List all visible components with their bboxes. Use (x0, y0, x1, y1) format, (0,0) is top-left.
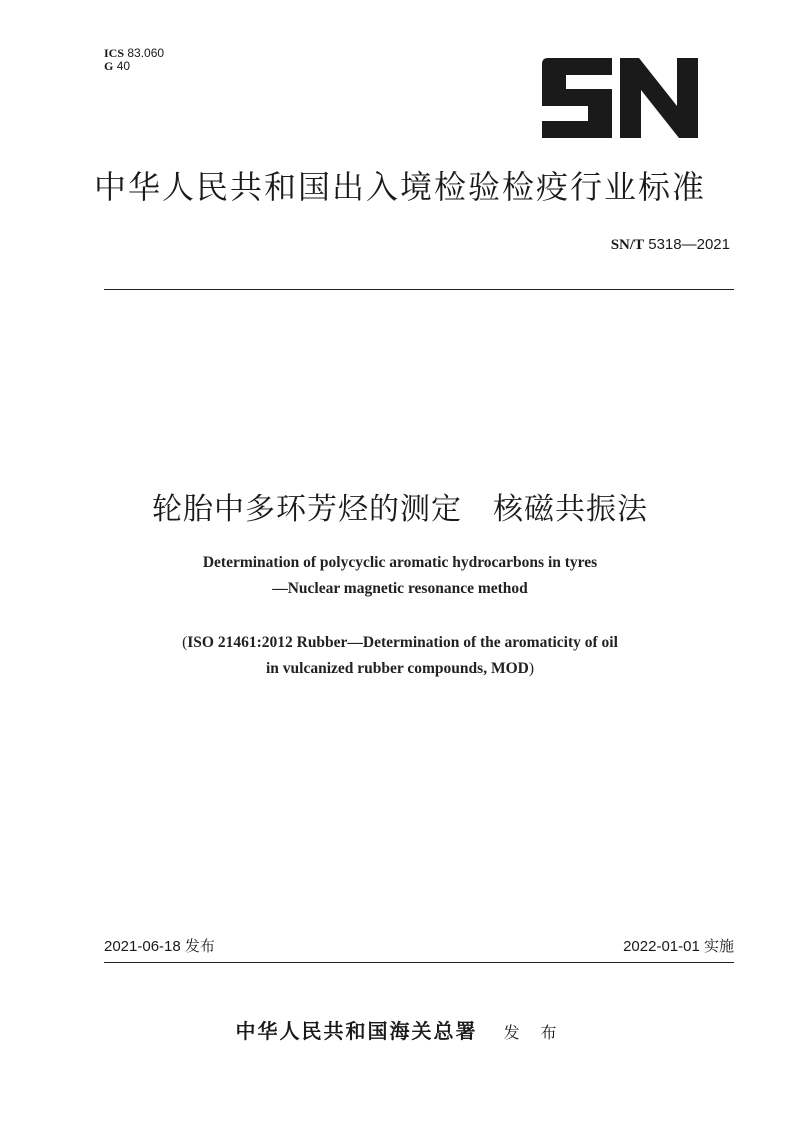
issuing-authority-title: 中华人民共和国出入境检验检疫行业标准 (93, 168, 706, 206)
ics-code: ICS 83.060 (104, 46, 165, 60)
english-title-line-2: —Nuclear magnetic resonance method (272, 580, 528, 597)
ccs-code: G 40 (104, 59, 131, 73)
standard-number: SN/T 5318—2021 (610, 236, 730, 253)
top-divider (104, 289, 734, 290)
bottom-divider (104, 962, 734, 963)
chinese-title: 轮胎中多环芳烃的测定 核磁共振法 (152, 492, 648, 527)
sn-logo (540, 58, 700, 138)
issue-date: 2021-06-18 发布 (104, 938, 215, 955)
english-title-line-1: Determination of polycyclic aromatic hydrocarbons in tyres (202, 554, 598, 571)
adoption-statement-line-2: in vulcanized rubber compounds, MOD) (266, 660, 534, 677)
adoption-statement-line-1: (ISO 21461:2012 Rubber—Determination of the aromaticity of oil (182, 634, 618, 651)
implementation-date: 2022-01-01 实施 (623, 938, 734, 955)
issuing-body: 中华人民共和国海关总署 发 布 (235, 1019, 565, 1043)
